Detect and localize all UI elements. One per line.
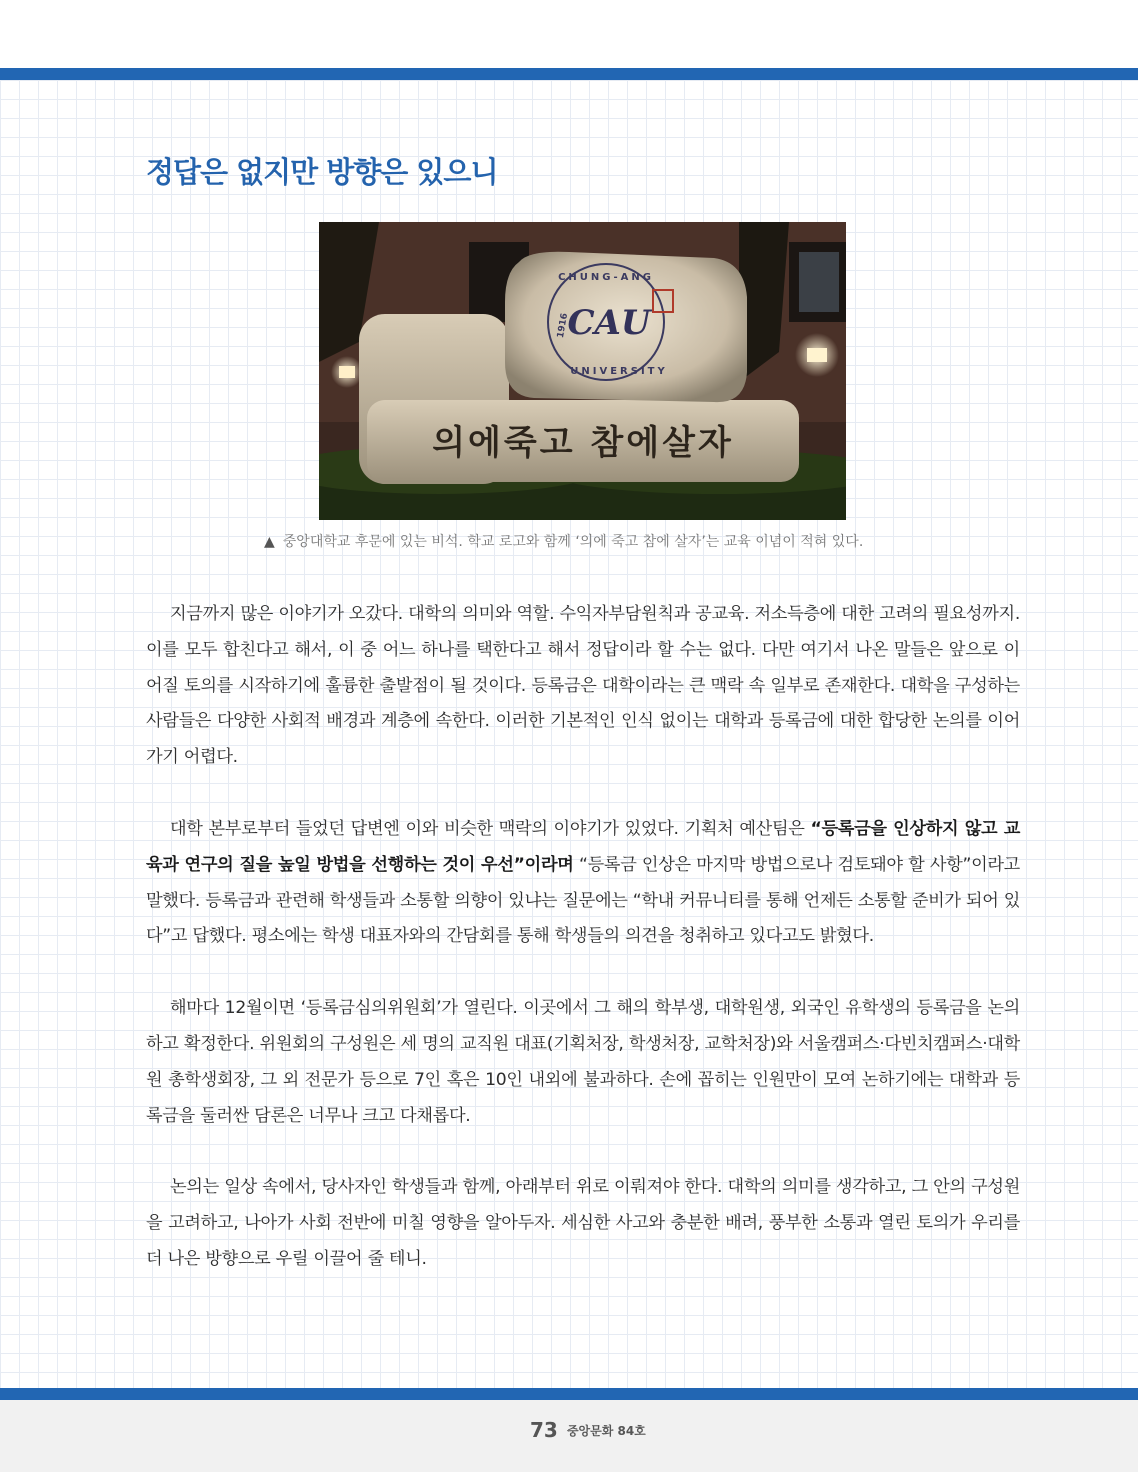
stone-inscription: 의에죽고 참에살자 [432,423,734,463]
paragraph-2-start: 대학 본부로부터 들었던 답변엔 이와 비슷한 맥락의 이야기가 있었다. 기획처 예산팀은 [170,818,811,839]
photo-caption [264,531,964,551]
campus-stone-photo [319,222,846,520]
paragraph-3: 해마다 12월이면 ‘등록금심의위원회’가 열린다. 이곳에서 그 해의 학부생, 대학원생, 외국인 유학생의 등록금을 논의하고 확정한다. 위원회의 구성원은 세 명의 교직원 대표(기획처장, 학생처장, 교학처장)와 서울캠퍼스·다빈치캠퍼스·대학원 총학생회장, 그 외 전문가 등으로 7인 혹은 10인 내외에 불과하다. 손에 꼽히는 인원만이 모여 논하기에는 대학과 등록금을 둘러싼 담론은 너무나 크고 다채롭다. [146,998,1020,1126]
paragraph-2-end: “등록금 인상은 마지막 방법으로나 검토돼야 할 사항”이라고 말했다. 등록금과 관련해 학생들과 소통할 의향이 있냐는 질문에는 “학내 커뮤니티를 통해 언제든 소통할 준비가 되어 있다”고 답했다. 평소에는 학생 대표자와의 간담회를 통해 학생들의 의견을 청취하고 있다고도 밝혔다. [146,854,1020,947]
caption-text: 중앙대학교 후문에 있는 비석. 학교 로고와 함께 ‘의에 죽고 참에 살자’는 교육 이념이 적혀 있다. [282,534,864,550]
paragraph-4: 논의는 일상 속에서, 당사자인 학생들과 함께, 아래부터 위로 이뤄져야 한다. 대학의 의미를 생각하고, 그 안의 구성원을 고려하고, 나아가 사회 전반에 미칠 영향을 알아두자. 세심한 사고와 충분한 배려, 풍부한 소통과 열린 토의가 우리를 더 나은 방향으로 우릴 이끌어 줄 테니. [146,1177,1020,1269]
page-number: 73 [530,1418,558,1442]
page-footer [530,1418,646,1442]
logo-year: 1916 [555,312,571,339]
logo-ring-bottom: UNIVERSITY [570,366,668,377]
paragraph-1: 지금까지 많은 이야기가 오갔다. 대학의 의미와 역할. 수익자부담원칙과 공교육. 저소득층에 대한 고려의 필요성까지. 이를 모두 합친다고 해서, 이 중 어느 하나를 택한다고 해서 정답이라 할 수는 없다. 다만 여기서 나온 말들은 앞으로 이어질 토의를 시작하기에 훌륭한 출발점이 될 것이다. 등록금은 대학이라는 큰 맥락 속 일부로 존재한다. 대학을 구성하는 사람들은 다양한 사회적 배경과 계층에 속한다. 이러한 기본적인 인식 없이는 대학과 등록금에 대한 합당한 논의를 이어가기 어렵다. [146,604,1020,768]
caption-marker: ▲ [264,534,275,550]
paragraph-2 [146,812,1020,955]
bottom-blue-bar [0,1388,1138,1400]
magazine-issue: 중앙문화 84호 [566,1423,646,1438]
paragraph-2-quote: “등록금을 인상하지 않고 교육과 연구의 질을 높일 방법을 선행하는 것이 우선”이라며 [146,818,1021,875]
article-title: 정답은 없지만 방향은 있으니 [146,155,498,189]
logo-ring-top: CHUNG-ANG [558,272,654,283]
top-blue-bar [0,68,1138,80]
cau-logo: CAU [567,303,651,343]
article-body [146,597,1020,1314]
